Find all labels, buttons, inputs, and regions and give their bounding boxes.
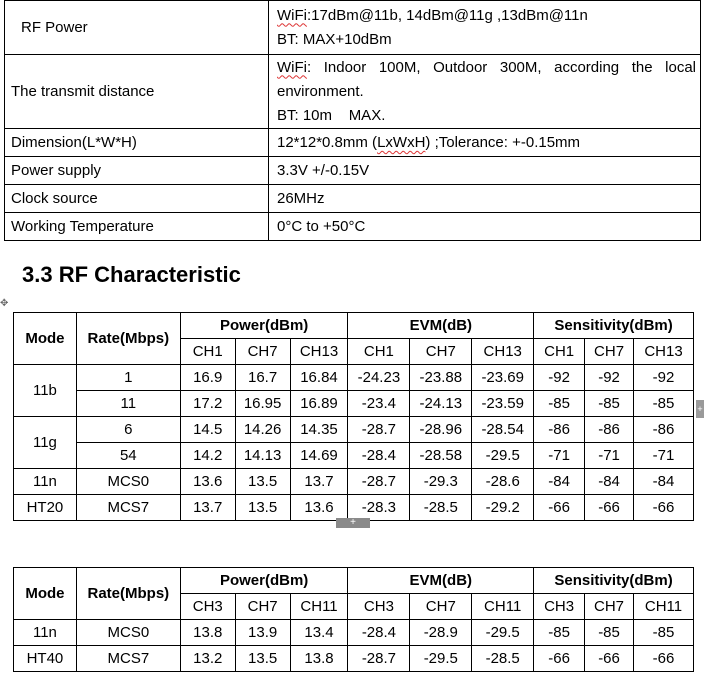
value-cell: -86 (534, 417, 585, 443)
move-handle-icon[interactable]: ✥ (0, 298, 9, 309)
value-cell: 13.5 (235, 646, 290, 672)
value-cell: -92 (585, 365, 634, 391)
spec-row-power (5, 157, 701, 185)
header-evm: EVM(dB) (348, 313, 534, 339)
header-mode: Mode (14, 568, 77, 620)
value-cell: -66 (634, 495, 694, 521)
channel-header: CH13 (290, 339, 348, 365)
spec-row-dimension (5, 129, 701, 157)
value-cell: -29.5 (472, 620, 534, 646)
channel-header: CH11 (290, 594, 348, 620)
header-rate: Rate(Mbps) (76, 568, 180, 620)
value-cell: -84 (534, 469, 585, 495)
value-cell: -66 (585, 646, 634, 672)
spec-value: 3.3V +/-0.15V (269, 157, 701, 185)
mode-cell: 11n (14, 620, 77, 646)
channel-header: CH11 (634, 594, 694, 620)
value-cell: 16.89 (290, 391, 348, 417)
value-cell: -85 (585, 391, 634, 417)
spec-label: Power supply (5, 157, 269, 185)
value-cell: 13.6 (180, 469, 235, 495)
value-cell: 13.9 (235, 620, 290, 646)
table-row (14, 443, 694, 469)
value-cell: -84 (634, 469, 694, 495)
value-cell: -28.6 (472, 469, 534, 495)
channel-header: CH7 (235, 339, 290, 365)
channel-header: CH1 (534, 339, 585, 365)
value-cell: 13.5 (235, 495, 290, 521)
value-cell: -28.7 (348, 469, 410, 495)
value-cell: 13.4 (290, 620, 348, 646)
rf-table-ht20 (13, 312, 694, 521)
channel-header: CH1 (180, 339, 235, 365)
value-cell: -66 (534, 495, 585, 521)
value-cell: 13.7 (180, 495, 235, 521)
value-cell: 13.6 (290, 495, 348, 521)
spec-value: WiFi: Indoor 100M, Outdoor 300M, according the local environment. BT: 10m MAX. (269, 55, 701, 129)
value-cell: -28.58 (410, 443, 472, 469)
header-power: Power(dBm) (180, 568, 348, 594)
value-cell: -28.4 (348, 443, 410, 469)
value-cell: -28.3 (348, 495, 410, 521)
channel-header: CH3 (534, 594, 585, 620)
spec-value: WiFi:17dBm@11b, 14dBm@11g ,13dBm@11n BT: MAX+10dBm (269, 1, 701, 55)
value-cell: -66 (534, 646, 585, 672)
table-row (14, 469, 694, 495)
channel-header: CH13 (634, 339, 694, 365)
value-cell: -28.96 (410, 417, 472, 443)
value-cell: -66 (585, 495, 634, 521)
value-cell: -23.4 (348, 391, 410, 417)
spec-row-rf-power (5, 1, 701, 55)
value-cell: -86 (634, 417, 694, 443)
value-cell: -23.88 (410, 365, 472, 391)
channel-header: CH7 (410, 339, 472, 365)
rate-cell: 11 (76, 391, 180, 417)
value-cell: -28.5 (410, 495, 472, 521)
spec-table (4, 0, 701, 241)
spec-row-clock (5, 185, 701, 213)
spec-value: 12*12*0.8mm (LxWxH) ;Tolerance: +-0.15mm (269, 129, 701, 157)
mode-cell: 11g (14, 417, 77, 469)
mode-cell: 11b (14, 365, 77, 417)
rate-cell: 6 (76, 417, 180, 443)
channel-header: CH7 (585, 594, 634, 620)
value-cell: -29.5 (410, 646, 472, 672)
value-cell: -24.23 (348, 365, 410, 391)
value-cell: -84 (585, 469, 634, 495)
value-cell: -28.9 (410, 620, 472, 646)
header-mode: Mode (14, 313, 77, 365)
header-sensitivity: Sensitivity(dBm) (534, 568, 694, 594)
header-sensitivity: Sensitivity(dBm) (534, 313, 694, 339)
table-row (14, 417, 694, 443)
value-cell: -28.4 (348, 620, 410, 646)
spec-label: Dimension(L*W*H) (5, 129, 269, 157)
table-row (14, 365, 694, 391)
value-cell: -28.7 (348, 417, 410, 443)
value-cell: -24.13 (410, 391, 472, 417)
channel-header: CH11 (472, 594, 534, 620)
value-cell: -85 (634, 391, 694, 417)
value-cell: 14.35 (290, 417, 348, 443)
value-cell: -92 (634, 365, 694, 391)
mode-cell: 11n (14, 469, 77, 495)
spec-row-temp (5, 213, 701, 241)
value-cell: -71 (634, 443, 694, 469)
value-cell: -28.54 (472, 417, 534, 443)
value-cell: 16.95 (235, 391, 290, 417)
value-cell: -85 (585, 620, 634, 646)
spec-label: RF Power (5, 1, 269, 55)
table-row (14, 646, 694, 672)
spec-row-distance (5, 55, 701, 129)
value-cell: -92 (534, 365, 585, 391)
header-rate: Rate(Mbps) (76, 313, 180, 365)
value-cell: -28.5 (472, 646, 534, 672)
value-cell: -23.69 (472, 365, 534, 391)
value-cell: 14.5 (180, 417, 235, 443)
channel-header: CH7 (235, 594, 290, 620)
header-evm: EVM(dB) (348, 568, 534, 594)
channel-header: CH1 (348, 339, 410, 365)
rate-cell: 54 (76, 443, 180, 469)
value-cell: 13.8 (180, 620, 235, 646)
value-cell: 13.5 (235, 469, 290, 495)
rate-cell: MCS7 (76, 495, 180, 521)
rate-cell: MCS7 (76, 646, 180, 672)
value-cell: -71 (585, 443, 634, 469)
add-row-icon[interactable]: + (336, 518, 370, 528)
spec-value: 26MHz (269, 185, 701, 213)
value-cell: -66 (634, 646, 694, 672)
section-title: 3.3 RF Characteristic (22, 262, 241, 287)
channel-header: CH3 (348, 594, 410, 620)
value-cell: -29.3 (410, 469, 472, 495)
value-cell: 16.9 (180, 365, 235, 391)
table-row (14, 391, 694, 417)
table-row (14, 620, 694, 646)
value-cell: -23.59 (472, 391, 534, 417)
value-cell: 14.26 (235, 417, 290, 443)
channel-header: CH7 (410, 594, 472, 620)
value-cell: -86 (585, 417, 634, 443)
value-cell: -29.5 (472, 443, 534, 469)
value-cell: 17.2 (180, 391, 235, 417)
channel-header: CH3 (180, 594, 235, 620)
header-power: Power(dBm) (180, 313, 348, 339)
value-cell: 16.84 (290, 365, 348, 391)
value-cell: 14.2 (180, 443, 235, 469)
rf-table-ht40 (13, 567, 694, 672)
value-cell: -85 (634, 620, 694, 646)
value-cell: -28.7 (348, 646, 410, 672)
value-cell: 13.7 (290, 469, 348, 495)
mode-cell: HT20 (14, 495, 77, 521)
mode-cell: HT40 (14, 646, 77, 672)
value-cell: 13.8 (290, 646, 348, 672)
value-cell: -71 (534, 443, 585, 469)
spec-label: The transmit distance (5, 55, 269, 129)
spec-label: Clock source (5, 185, 269, 213)
add-column-icon[interactable]: + (696, 400, 704, 418)
value-cell: -29.2 (472, 495, 534, 521)
spec-value: 0°C to +50°C (269, 213, 701, 241)
channel-header: CH7 (585, 339, 634, 365)
value-cell: 16.7 (235, 365, 290, 391)
value-cell: 13.2 (180, 646, 235, 672)
spec-label: Working Temperature (5, 213, 269, 241)
channel-header: CH13 (472, 339, 534, 365)
value-cell: 14.13 (235, 443, 290, 469)
rate-cell: 1 (76, 365, 180, 391)
rate-cell: MCS0 (76, 469, 180, 495)
value-cell: -85 (534, 391, 585, 417)
value-cell: -85 (534, 620, 585, 646)
rate-cell: MCS0 (76, 620, 180, 646)
value-cell: 14.69 (290, 443, 348, 469)
